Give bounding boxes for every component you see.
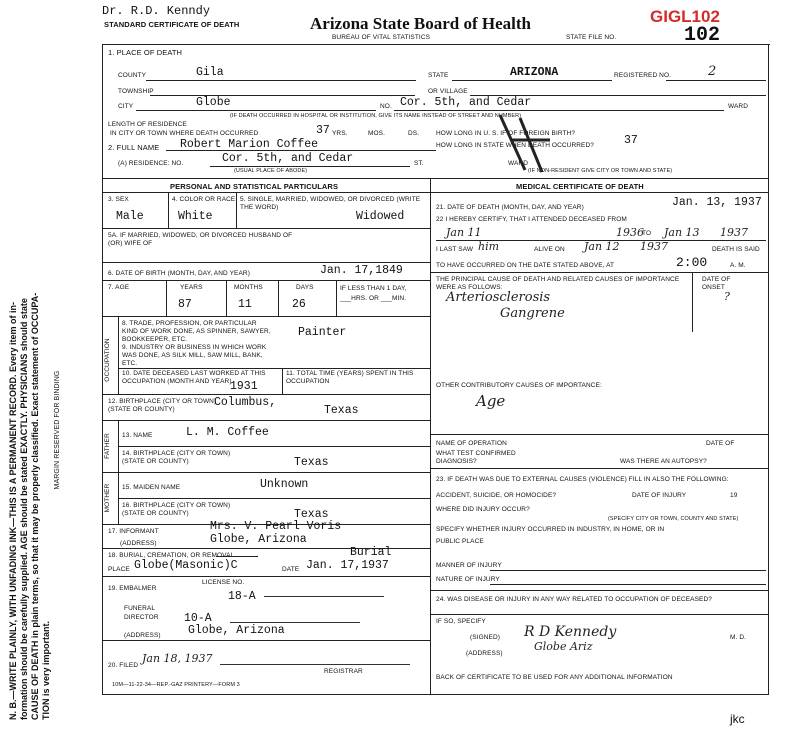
marital-label: 5. SINGLE, MARRIED, WIDOWED, OR DIVORCED (WRITE THE WORD) bbox=[240, 196, 421, 211]
initials: jkc bbox=[730, 712, 745, 726]
public-place-label: PUBLIC PLACE bbox=[436, 538, 484, 545]
other-cause-value: Age bbox=[476, 392, 506, 410]
cause-1: Arteriosclerosis bbox=[446, 290, 551, 305]
county-value: Gila bbox=[196, 66, 224, 79]
filed-value: Jan 18, 1937 bbox=[142, 652, 213, 665]
father-birthplace-value: Texas bbox=[294, 456, 329, 469]
injury-date-label: DATE OF INJURY bbox=[632, 492, 687, 499]
nonresident-note: (IF NON-RESIDENT GIVE CITY OR TOWN AND STATE) bbox=[528, 168, 673, 174]
age-label: 7. AGE bbox=[108, 284, 130, 291]
director-address-value: Globe, Arizona bbox=[188, 624, 285, 637]
last-worked-value: 1931 bbox=[230, 380, 258, 393]
certificate-title: STANDARD CERTIFICATE OF DEATH bbox=[104, 20, 240, 29]
township-label: TOWNSHIP bbox=[118, 88, 154, 95]
residence-st-label: ST. bbox=[414, 160, 424, 167]
city-value: Globe bbox=[196, 96, 231, 109]
onset-value: ? bbox=[724, 290, 730, 303]
attended-to-year: 1937 bbox=[720, 226, 748, 239]
sex-value: Male bbox=[116, 210, 144, 223]
residence-line-label: IN CITY OR TOWN WHERE DEATH OCCURRED bbox=[110, 130, 259, 137]
medical-address-label: (ADDRESS) bbox=[466, 650, 503, 657]
mother-birthplace-value: Texas bbox=[294, 508, 329, 521]
ds-label: DS. bbox=[408, 130, 420, 137]
principal-cause-label: THE PRINCIPAL CAUSE OF DEATH AND RELATED CAUSES OF IMPORTANCE WERE AS FOLLOWS: bbox=[436, 276, 680, 291]
other-causes-label: OTHER CONTRIBUTORY CAUSES OF IMPORTANCE: bbox=[436, 382, 602, 389]
accident-label: ACCIDENT, SUICIDE, OR HOMOCIDE? bbox=[436, 492, 557, 499]
less-than-label: IF LESS THAN 1 DAY, ___HRS. OR ___MIN. bbox=[340, 285, 407, 302]
to-label: TO bbox=[642, 230, 652, 237]
birthplace-label: 12. BIRTHPLACE (CITY OR TOWN) (STATE OR COUNTY) bbox=[108, 398, 217, 413]
where-injury-note: (SPECIFY CITY OR TOWN, COUNTY AND STATE) bbox=[608, 516, 739, 522]
city-label: CITY bbox=[118, 103, 134, 110]
red-file-code: GIGL102 bbox=[650, 7, 720, 26]
maiden-name-label: 15. MAIDEN NAME bbox=[122, 484, 181, 491]
burial-date-label: DATE bbox=[282, 566, 300, 573]
time-value: 2:00 bbox=[676, 255, 708, 270]
informant-value: Mrs. V. Pearl Voris bbox=[210, 520, 342, 533]
mother-birthplace-label: 16. BIRTHPLACE (CITY OR TOWN) (STATE OR COUNTY) bbox=[122, 502, 231, 517]
age-months: 11 bbox=[238, 298, 252, 311]
operation-label: NAME OF OPERATION bbox=[436, 440, 507, 447]
specify-label: SPECIFY WHETHER INJURY OCCURRED IN INDUSTRY, IN HOME, OR IN bbox=[436, 526, 665, 533]
date-of-label: DATE OF bbox=[706, 440, 735, 447]
him-value: him bbox=[478, 240, 500, 253]
state-value: ARIZONA bbox=[510, 66, 559, 79]
director-label: FUNERAL DIRECTOR bbox=[124, 605, 159, 621]
printer-note: 10M—11-22-34—REP.-GAZ PRINTERY—FORM 3 bbox=[112, 682, 240, 688]
instructions-line-3: CAUSE OF DEATH in plain terms, so that it may be properly classified. Exact statement of OCCUPA- bbox=[30, 292, 40, 720]
registered-number: 2 bbox=[708, 64, 717, 79]
father-name-value: L. M. Coffee bbox=[186, 426, 269, 439]
onset-label: DATE OF ONSET bbox=[702, 276, 731, 291]
months-label: MONTHS bbox=[234, 284, 263, 291]
registrar-label: REGISTRAR bbox=[324, 668, 363, 675]
death-said-label: DEATH IS SAID bbox=[712, 246, 760, 253]
margin-note: MARGIN RESERVED FOR BINDING bbox=[54, 370, 61, 490]
mother-side-label: MOTHER bbox=[104, 483, 111, 513]
yrs-label: YRS. bbox=[332, 130, 348, 137]
signed-value: R D Kennedy bbox=[524, 624, 617, 640]
place-of-death-heading: 1. PLACE OF DEATH bbox=[108, 48, 183, 57]
signed-label: (SIGNED) bbox=[470, 634, 501, 641]
years-label: YEARS bbox=[180, 284, 203, 291]
external-causes-label: 23. IF DEATH WAS DUE TO EXTERNAL CAUSES (VIOLENCE) FILL IN ALSO THE FOLLOWING: bbox=[436, 476, 729, 483]
occurred-label: TO HAVE OCCURRED ON THE DATE STATED ABOVE, AT bbox=[436, 262, 615, 269]
full-name-label: 2. FULL NAME bbox=[108, 143, 160, 152]
attended-from-year: 1936 bbox=[616, 226, 644, 239]
disease-related-label: 24. WAS DISEASE OR INJURY IN ANY WAY RELATED TO OCCUPATION OF DECEASED? bbox=[436, 596, 712, 603]
embalmer-label: 19. EMBALMER bbox=[108, 585, 157, 592]
industry-label: 9. INDUSTRY OR BUSINESS IN WHICH WORK WAS DONE, AS SILK MILL, SAW MILL, BANK, ETC. bbox=[122, 344, 267, 367]
personal-heading: PERSONAL AND STATISTICAL PARTICULARS bbox=[170, 182, 339, 191]
no-label: NO. bbox=[380, 103, 392, 110]
burial-label: 18. BURIAL, CREMATION, OR REMOVAL bbox=[108, 552, 235, 559]
am-label: A. M. bbox=[730, 262, 746, 269]
burial-date-value: Jan. 17,1937 bbox=[306, 559, 389, 572]
how-long-state-label: HOW LONG IN STATE WHEN DEATH OCCURRED? bbox=[436, 142, 595, 149]
color-value: White bbox=[178, 210, 213, 223]
certify-label: 22 I HEREBY CERTIFY, THAT I ATTENDED DECEASED FROM bbox=[436, 216, 627, 223]
age-years: 87 bbox=[178, 298, 192, 311]
medical-address-value: Globe Ariz bbox=[534, 640, 593, 653]
trade-value: Painter bbox=[298, 326, 347, 339]
where-injury-label: WHERE DID INJURY OCCUR? bbox=[436, 506, 530, 513]
age-days: 26 bbox=[292, 298, 306, 311]
mos-label: MOS. bbox=[368, 130, 386, 137]
director-signature bbox=[230, 622, 360, 623]
license-label: LICENSE NO. bbox=[202, 579, 245, 586]
doctor-name: Dr. R.D. Kenndy bbox=[102, 4, 211, 18]
days-label: DAYS bbox=[296, 284, 314, 291]
usual-place-note: (USUAL PLACE OF ABODE) bbox=[234, 168, 308, 174]
informant-address-label: (ADDRESS) bbox=[120, 540, 157, 547]
attended-to: Jan 13 bbox=[664, 226, 700, 239]
dob-value: Jan. 17,1849 bbox=[320, 264, 403, 277]
last-worked-label: 10. DATE DECEASED LAST WORKED AT THIS OCCUPATION (MONTH AND YEAR) bbox=[122, 370, 266, 385]
father-side-label: FATHER bbox=[104, 433, 111, 459]
place-address-value: Cor. 5th, and Cedar bbox=[400, 96, 532, 109]
occupation-side-label: OCCUPATION bbox=[104, 338, 111, 382]
ward-label: WARD bbox=[728, 103, 749, 110]
dob-label: 6. DATE OF BIRTH (MONTH, DAY, AND YEAR) bbox=[108, 270, 250, 277]
filed-label: 20. FILED bbox=[108, 662, 139, 669]
director-address-label: (ADDRESS) bbox=[124, 632, 161, 639]
hospital-note: (IF DEATH OCCURRED IN HOSPITAL OR INSTITUTION, GIVE ITS NAME INSTEAD OF STREET AND NUMBER) bbox=[230, 113, 522, 119]
residence-value: Cor. 5th, and Cedar bbox=[222, 152, 354, 165]
instructions-line-4: TION is very important. bbox=[41, 620, 51, 720]
left-margin-instructions bbox=[8, 20, 52, 720]
state-label: STATE bbox=[428, 72, 449, 79]
back-note: BACK OF CERTIFICATE TO BE USED FOR ANY ADDITIONAL INFORMATION bbox=[436, 674, 673, 681]
medical-heading: MEDICAL CERTIFICATE OF DEATH bbox=[516, 182, 644, 191]
registered-label: REGISTERED NO. bbox=[614, 72, 672, 79]
father-name-label: 13. NAME bbox=[122, 432, 153, 439]
color-label: 4. COLOR OR RACE bbox=[172, 196, 236, 203]
last-saw-year: 1937 bbox=[640, 240, 668, 253]
manner-label: MANNER OF INJURY bbox=[436, 562, 502, 569]
last-saw-label: I LAST SAW bbox=[436, 246, 474, 253]
state-years: 37 bbox=[624, 134, 638, 147]
sex-label: 3. SEX bbox=[108, 196, 129, 203]
embalmer-license: 18-A bbox=[228, 590, 256, 603]
birthplace-city: Columbus, bbox=[214, 396, 277, 409]
residence-years: 37 bbox=[316, 124, 330, 137]
injury-year-label: 19 bbox=[730, 492, 738, 499]
maiden-name-value: Unknown bbox=[260, 478, 309, 491]
total-time-label: 11. TOTAL TIME (YEARS) SPENT IN THIS OCCUPATION bbox=[286, 370, 414, 385]
if-so-label: IF SO, SPECIFY bbox=[436, 618, 486, 625]
father-birthplace-label: 14. BIRTHPLACE (CITY OR TOWN) (STATE OR COUNTY) bbox=[122, 450, 231, 465]
burial-place-label: PLACE bbox=[108, 566, 130, 573]
informant-label: 17. INFORMANT bbox=[108, 528, 159, 535]
residence-ward-label: WARD bbox=[508, 160, 529, 167]
alive-on-label: ALIVE ON bbox=[534, 246, 565, 253]
cause-2: Gangrene bbox=[500, 306, 565, 321]
village-label: OR VILLAGE bbox=[428, 88, 468, 95]
full-name-value: Robert Marion Coffee bbox=[180, 138, 319, 151]
instructions-line-1: N. B.—WRITE PLAINLY, WITH UNFADING INK—THIS IS A PERMANENT RECORD. Every item of in- bbox=[8, 301, 18, 720]
how-long-us-label: HOW LONG IN U. S. IF OF FOREIGN BIRTH? bbox=[436, 130, 576, 137]
informant-address-value: Globe, Arizona bbox=[210, 533, 307, 546]
marital-value: Widowed bbox=[356, 210, 405, 223]
date-of-death-value: Jan. 13, 1937 bbox=[672, 196, 762, 209]
length-residence-label: LENGTH OF RESIDENCE bbox=[108, 121, 187, 128]
date-of-death-label: 21. DATE OF DEATH (MONTH, DAY, AND YEAR) bbox=[436, 204, 584, 211]
embalmer-signature bbox=[264, 596, 384, 597]
md-label: M. D. bbox=[730, 634, 747, 641]
instructions-line-2: formation should be carefully supplied. AGE should be stated EXACTLY. PHYSICIANS should state bbox=[19, 298, 29, 720]
burial-word: Burial bbox=[350, 546, 392, 559]
county-label: COUNTY bbox=[118, 72, 147, 79]
trade-label: 8. TRADE, PROFESSION, OR PARTICULAR KIND OF WORK DONE, AS SPINNER, SAWYER, BOOKKEEPER, ETC. bbox=[122, 320, 271, 343]
burial-place-value: Globe(Masonic)C bbox=[134, 559, 238, 572]
registrar-signature bbox=[220, 664, 410, 665]
attended-from: Jan 11 bbox=[446, 226, 482, 239]
birthplace-state: Texas bbox=[324, 404, 359, 417]
nature-label: NATURE OF INJURY bbox=[436, 576, 500, 583]
file-number: 102 bbox=[684, 24, 721, 47]
state-board-title: Arizona State Board of Health bbox=[310, 14, 531, 33]
spouse-label: 5A. IF MARRIED, WIDOWED, OR DIVORCED HUSBAND OF (OR) WIFE OF bbox=[108, 232, 293, 247]
state-file-label: STATE FILE NO. bbox=[566, 34, 617, 41]
test-label: WHAT TEST CONFIRMED DIAGNOSIS? bbox=[436, 450, 516, 465]
autopsy-label: WAS THERE AN AUTOPSY? bbox=[620, 458, 707, 465]
bureau-label: BUREAU OF VITAL STATISTICS bbox=[332, 34, 431, 41]
director-license: 10-A bbox=[184, 612, 212, 625]
residence-label: (A) RESIDENCE: NO. bbox=[118, 160, 184, 167]
last-saw-date: Jan 12 bbox=[584, 240, 620, 253]
handwritten-scribble bbox=[480, 110, 570, 180]
